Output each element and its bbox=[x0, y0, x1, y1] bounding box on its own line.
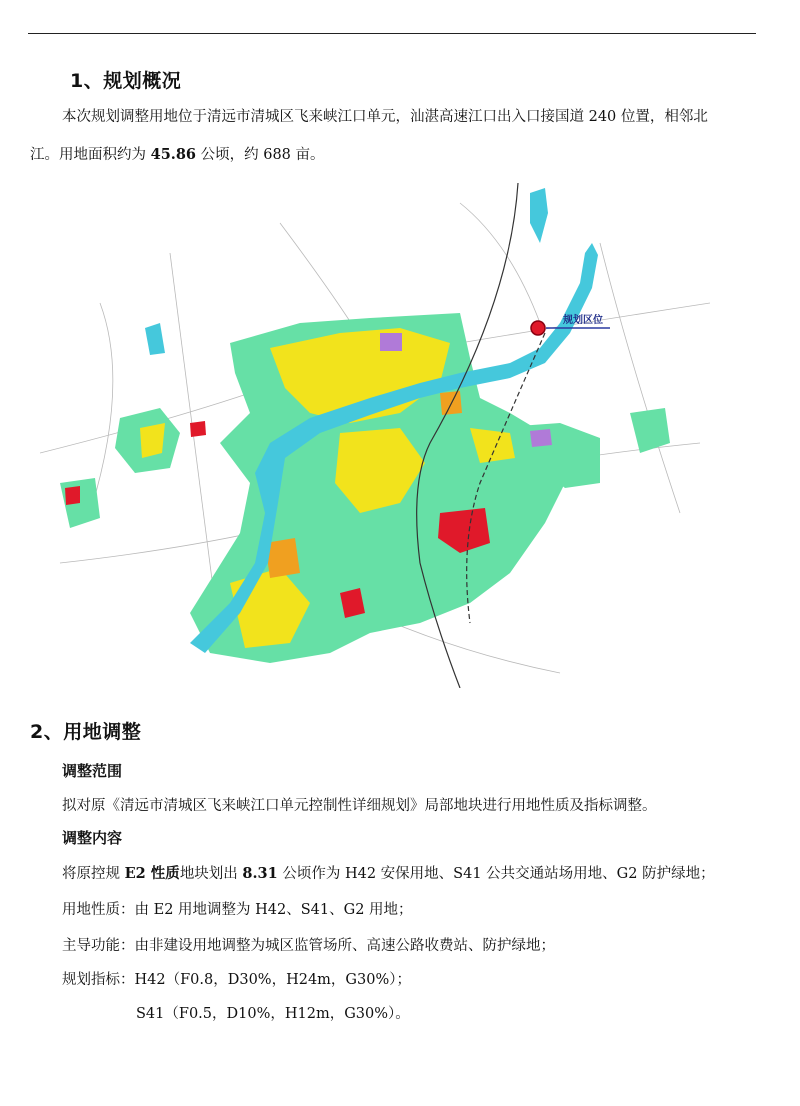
land-use-change: 用地性质：由 E2 用地调整为 H42、S41、G2 用地； bbox=[62, 902, 413, 918]
indicators-s41: S41（F0.5，D10%，H12m，G30%）。 bbox=[136, 1006, 410, 1022]
function-change: 主导功能：由非建设用地调整为城区监管场所、高速公路收费站、防护绿地； bbox=[62, 938, 555, 954]
indicators-h42: 规划指标：H42（F0.8，D30%，H24m，G30%）； bbox=[62, 972, 411, 988]
section-heading-overview: 1、规划概况 bbox=[70, 70, 182, 92]
site-area-value: 45.86 bbox=[150, 146, 197, 163]
scope-title: 调整范围 bbox=[62, 762, 123, 780]
content-line1: 将原控规 E2 性质地块划出 8.31 公顷作为 H42 安保用地、S41 公共交通站场用地、G2 防护绿地； bbox=[62, 865, 715, 882]
section-heading-adjustment: 2、用地调整 bbox=[30, 721, 142, 743]
site-location-label: 规划区位 bbox=[563, 315, 603, 326]
overview-paragraph-line2: 江。用地面积约为 45.86 公顷，约 688 亩。 bbox=[30, 146, 325, 163]
scope-text: 拟对原《清远市清城区飞来峡江口单元控制性详细规划》局部地块进行用地性质及指标调整。 bbox=[62, 798, 657, 814]
overview-paragraph-line1: 本次规划调整用地位于清远市清城区飞来峡江口单元，汕湛高速江口出入口接国道 240 位置，相邻北 bbox=[62, 109, 708, 125]
header-rule bbox=[28, 33, 756, 34]
land-use-patches bbox=[60, 313, 670, 663]
land-use-map bbox=[40, 183, 710, 688]
content-title: 调整内容 bbox=[62, 829, 123, 847]
